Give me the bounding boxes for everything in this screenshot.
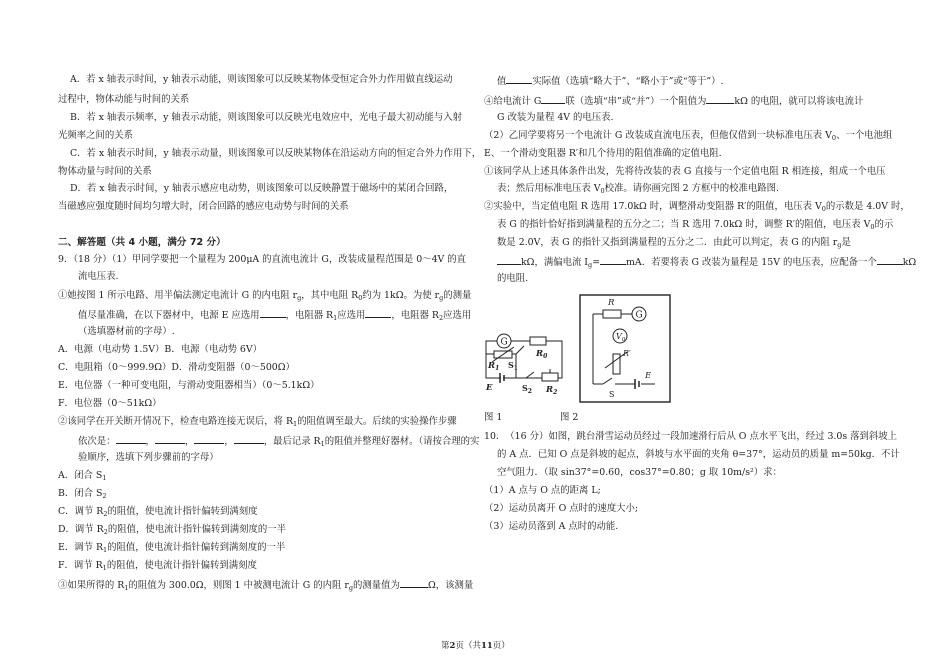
option-b-line1: B．若 x 轴表示频率，y 轴表示动能，则该图象可以反映光电效应中，光电子最大初动能与入射 <box>70 112 463 123</box>
r-line7 <box>497 183 779 195</box>
step-a <box>58 470 106 482</box>
blank-step-2[interactable] <box>155 434 185 444</box>
option-a-line1: A．若 x 轴表示时间，y 轴表示动能，则该图象可以反映某物体受恒定合外力作用做直线运动 <box>70 74 453 85</box>
text: ④给电流计 G <box>484 96 542 107</box>
q10-line3: 空气阻力．（取 sin37°=0.60，cos37°=0.80；g 取 10m/s²）求： <box>497 467 782 478</box>
text: ，其中电阻 R <box>301 290 359 301</box>
blank-rg[interactable] <box>400 578 428 588</box>
sub: 2 <box>103 528 108 536</box>
text: ，电阻器 R <box>285 310 334 321</box>
sub: g <box>837 241 842 249</box>
fig1-resistor-r2 <box>542 373 558 381</box>
text: A．闭合 S <box>58 470 103 481</box>
fig1-label-r0 <box>535 349 548 360</box>
fig2-switch <box>603 378 612 384</box>
sub: g <box>297 294 302 302</box>
text: 值 <box>497 76 507 87</box>
text: 应选用 <box>337 310 366 321</box>
fig1-label-r2 <box>545 385 557 396</box>
r-line6: ①该同学从上述具体条件出发，先将待改装的表 G 直接与一个定值电阻 R 相连接，组成一个电压 <box>484 166 886 177</box>
text: 的阻值为 300.0Ω，则图 1 中被测电流计 G 的内阻 r <box>128 580 349 591</box>
r-line8 <box>484 201 910 213</box>
q9-option-cd: C．电阻箱（0～999.9Ω）D．滑动变阻器（0～500Ω） <box>58 362 295 373</box>
option-a-line2: 过程中，物体动能与时间的关系 <box>58 94 190 105</box>
text: Ω，该测量 <box>427 580 474 591</box>
blank-step-4[interactable] <box>234 434 264 444</box>
q9-option-f: F．电位器（0～51kΩ） <box>58 398 162 409</box>
fig2-label-s: S <box>609 390 615 399</box>
text: 的测量 <box>443 290 472 301</box>
text: 的阻值，使电流计指针偏转到满刻度 <box>107 506 258 517</box>
q9-option-e: E．电位器（一种可变电阻，与滑动变阻器相当）（0～5.1kΩ） <box>58 380 320 391</box>
q9-number: 9． <box>58 254 74 265</box>
fig1-switch-s2 <box>526 372 534 378</box>
text: ③如果所得的 R <box>58 580 125 591</box>
figure2-caption: 图 2 <box>560 412 579 423</box>
text: 是 <box>841 237 851 248</box>
footer-text: 第 <box>441 641 450 651</box>
text: ②实验中，当定值电阻 R 选用 17.0kΩ 时，调整滑动变阻器 R′的阻值，电压表 V <box>484 201 822 212</box>
text: 表 G 的指针恰好指到满量程的五分之二；当 R 选用 7.0kΩ 时，调整 R′的阻值，电压表 V <box>497 219 871 230</box>
option-d-line1: D．若 x 轴表示时间，y 轴表示感应电动势，则该图象可以反映静置于磁场中的某闭合回路， <box>70 183 454 194</box>
text: 校准。请你画完图 2 方框中的校准电路图. <box>604 183 779 194</box>
footer-text: 页（共 <box>455 641 481 651</box>
blank-rg2[interactable] <box>497 255 521 265</box>
sub: 0 <box>870 223 875 231</box>
sub: 1 <box>320 440 325 448</box>
text: 的阻值，使电流计指针偏转到满刻度的一半 <box>107 524 286 535</box>
blank-step-3[interactable] <box>194 434 224 444</box>
q10-part3: （3）运动员落到 A 点时的动能. <box>484 521 619 532</box>
label: V <box>616 332 622 341</box>
blank-compare[interactable] <box>506 74 532 84</box>
q9-step1-line1 <box>58 290 471 302</box>
sub: 1 <box>293 420 298 428</box>
fig1-battery-gap <box>501 372 503 384</box>
sub: g <box>588 261 593 269</box>
blank-series-parallel[interactable] <box>541 94 565 104</box>
text: F．调节 R <box>58 560 103 571</box>
text: 表；然后用标准电压表 V <box>497 183 601 194</box>
text: = <box>592 257 601 268</box>
page-number: 2 <box>449 641 456 651</box>
text: D．调节 R <box>58 524 104 535</box>
fig2-rheostat <box>613 354 620 374</box>
q10-part1: （1）A 点与 O 点的距离 L; <box>484 485 601 496</box>
sub: 2 <box>438 314 444 322</box>
blank-step-1[interactable] <box>116 434 146 444</box>
q9-line1 <box>58 254 466 266</box>
label: S <box>522 383 528 393</box>
section-title: 二、解答题（共 4 小题，满分 72 分） <box>58 237 226 248</box>
r-line11 <box>497 255 916 269</box>
r-line9 <box>497 219 893 231</box>
page-total: 11 <box>480 641 493 651</box>
step-f <box>58 560 257 572</box>
blank-resistance[interactable] <box>706 94 734 104</box>
sub: 1 <box>102 474 107 482</box>
fig2-label-rprime: R′ <box>623 349 631 358</box>
option-d-line2: 当磁感应强度随时间均匀增大时，闭合回路的感应电动势与时间的关系 <box>58 201 349 212</box>
step-b <box>58 488 107 500</box>
text: 约为 1kΩ。为使 r <box>362 290 440 301</box>
text: 实际值（选填“略大于”、“略小于”或“等于”）. <box>532 76 724 87</box>
blank-ig[interactable] <box>600 255 626 265</box>
r-line5: E、一个滑动变阻器 R′和几个待用的阻值准确的定值电阻. <box>484 148 722 159</box>
text: 联（选填“串”或“并”）一个阻值为 <box>565 96 707 107</box>
blank-r15v[interactable] <box>877 255 903 265</box>
option-c-line2: 物体动量与时间的关系 <box>58 166 152 177</box>
q9-step1-line3: （选填器材前的字母）. <box>78 326 175 337</box>
option-b-line2: 光频率之间的关系 <box>58 130 134 141</box>
text: 的阻值调至最大。后续的实验操作步骤 <box>297 416 457 427</box>
fig1-resistor-r0 <box>530 337 546 345</box>
text: 的阻值，使电流计指针偏转到满刻度的一半 <box>107 542 286 553</box>
q10-line2: 的 A 点．已知 O 点是斜坡的起点，斜坡与水平面的夹角 θ=37°，运动员的质量 m=50kg．不计 <box>497 449 900 460</box>
text: ，电阻器 R <box>391 310 439 321</box>
text: 的示数是 4.0V 时， <box>825 201 910 212</box>
q9-option-ab: A．电源（电动势 1.5V）B．电源（电动势 6V） <box>58 344 263 355</box>
sub: 1 <box>102 564 107 572</box>
text: kΩ，满偏电流 I <box>521 257 589 268</box>
option-c-line1: C．若 x 轴表示时间，y 轴表示动量，则该图象可以反映某物体在沿运动方向的恒定合外力作用下， <box>70 148 482 159</box>
fig1-switch-s1 <box>516 346 524 354</box>
q9-step2-line2: 依次是： ， ， ， ，最后记录 $R_1$的阻值并整理好器材。（请按合理的实 <box>78 436 480 448</box>
sub: g <box>439 294 444 302</box>
q9-step1-line2 <box>78 308 471 322</box>
fig1-label-e: E <box>486 383 493 393</box>
sub: 2 <box>102 492 107 500</box>
label-sub: 0 <box>543 353 548 360</box>
label: R <box>536 349 544 359</box>
text: E．调节 R <box>58 542 104 553</box>
text: B．闭合 S <box>58 488 103 499</box>
sub: 1 <box>333 314 338 322</box>
r-line3: G 改装为量程 4V 的电压表. <box>497 112 614 123</box>
sub: g <box>348 584 354 592</box>
r-line1 <box>497 74 724 88</box>
fig2-label-r: R <box>608 298 615 308</box>
text: 依次是： <box>78 436 116 447</box>
r-line12: 的电阻. <box>497 273 529 284</box>
q10-line1: 10． （16 分）如图，跳台滑雪运动员经过一段加速滑行后从 O 点水平飞出，经过 3.0s 落到斜坡上 <box>484 431 898 442</box>
text: kΩ 的电阻，就可以将该电流计 <box>734 96 864 107</box>
r-line10 <box>497 237 851 249</box>
fig2-resistor-r <box>603 310 621 318</box>
step-c <box>58 506 258 518</box>
step-d <box>58 524 286 536</box>
figure1-circuit <box>484 328 566 396</box>
text: ，最后记录 R <box>263 436 321 447</box>
blank-r1[interactable] <box>365 308 391 318</box>
page-footer <box>441 641 510 652</box>
sub: 0 <box>821 205 826 213</box>
text: C．调节 R <box>58 506 104 517</box>
text: 的示 <box>874 219 894 230</box>
sub: 0 <box>831 134 837 142</box>
text: 、一个电池组 <box>836 130 893 141</box>
r-line4 <box>484 130 892 142</box>
label-sub: 2 <box>553 389 558 396</box>
label-sub: 2 <box>527 388 532 395</box>
text: ①她按图 1 所示电路、用半偏法测定电流计 G 的内电阻 r <box>58 290 298 301</box>
sub: 1 <box>124 584 129 592</box>
sub: 0 <box>358 294 363 302</box>
q9-step2-line1 <box>58 416 457 428</box>
label-sub: 1 <box>513 365 518 372</box>
sub: 2 <box>103 510 108 518</box>
q9-step3 <box>58 578 473 592</box>
text: mA．若要将表 G 改装为量程是 15V 的电压表，应配备一个 <box>626 257 877 268</box>
label-sub: 1 <box>495 365 500 372</box>
text: kΩ <box>902 257 917 268</box>
fig1-label-g: G <box>500 337 508 348</box>
sub: 1 <box>103 546 108 554</box>
text: 的测量值为 <box>353 580 400 591</box>
q9-intro: （1）甲同学要把一个量程为 200μA 的直流电流计 G，改装成量程范围是 0～4V 的直 <box>111 254 467 265</box>
figure2-circuit <box>579 294 671 404</box>
text: 数是 2.0V，表 G 的指针又指到满量程的五分之二．由此可以判定，表 G 的内阻 r <box>497 237 838 248</box>
fig2-label-g: G <box>635 310 643 321</box>
text: ②该同学在开关断开情况下，检查电路连接无误后，将 R <box>58 416 294 427</box>
figure1-caption: 图 1 <box>484 412 503 423</box>
q10-part2: （2）运动员离开 O 点时的速度大小; <box>484 503 639 514</box>
fig2-label-e: E <box>645 371 652 381</box>
sub: 0 <box>600 187 605 195</box>
r-line2 <box>484 94 863 108</box>
q9-line2: 流电压表. <box>78 271 119 282</box>
step-e <box>58 542 285 554</box>
text: （2）乙同学要将另一个电流计 G 改装成直流电压表，但他仅借到一块标准电压表 V <box>484 130 832 141</box>
label: S <box>508 360 514 370</box>
text: 的阻值并整理好器材。（请按合理的实 <box>324 436 480 447</box>
q9-score: （18 分） <box>73 254 112 265</box>
footer-text: 页） <box>492 641 510 651</box>
label: R <box>488 361 496 371</box>
fig1-label-s2 <box>522 383 532 395</box>
label: R <box>546 385 554 395</box>
text: 应选用 <box>443 310 472 321</box>
fig1-label-r1 <box>487 361 499 372</box>
text: 值尽量准确，在以下器材中，电源 E 应选用 <box>78 310 260 321</box>
blank-e[interactable] <box>260 308 286 318</box>
label-sub: 0 <box>621 337 626 343</box>
text: 的阻值，使电流计指针偏转到满刻度 <box>106 560 257 571</box>
q9-step2-line3: 验顺序，选填下列步骤前的字母） <box>78 452 219 463</box>
